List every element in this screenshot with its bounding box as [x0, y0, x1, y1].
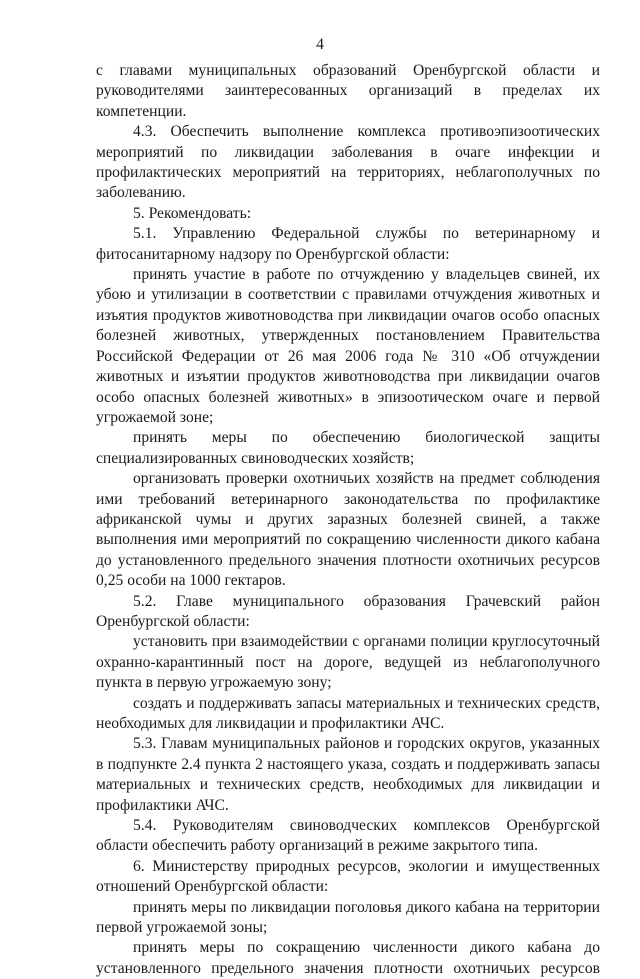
- paragraph: принять меры по сокращению численности дикого кабана до установленного предельного значения плотности охотничьих ресурсов: [96, 939, 600, 977]
- paragraph: установить при взаимодействии с органами полиции круглосуточный охранно-карантинный пост на дороге, ведущей из неблагополучного пункта в первую угрожаемую зону;: [96, 633, 600, 692]
- paragraph: организовать проверки охотничьих хозяйств на предмет соблюдения ими требований ветеринарного законодательства по профилактике африканской чумы и других заразных болезней свиней, а также выполнения ими мероприятий по сокращению численности дикого кабана до установленного предельного значения плотности охотничьих ресурсов 0,25 особи на 1000 гектаров.: [96, 470, 600, 590]
- page-number: 4: [316, 36, 324, 53]
- paragraph: принять участие в работе по отчуждению у владельцев свиней, их убою и утилизации в соответствии с правилами отчуждения животных и изъятия продуктов животноводства при ликвидации очагов особо опасных болезней животных, утвержденных постановлением Правительства Российской Федерации от 26 мая 2006 года № 310 «Об отчуждении животных и изъятии продуктов животноводства при ликвидации очагов особо опасных болезней животных» в эпизоотическом очаге и первой угрожаемой зоне;: [96, 266, 600, 426]
- paragraph: 5.1. Управлению Федеральной службы по ветеринарному и фитосанитарному надзору по Оренбургской области:: [96, 225, 600, 263]
- document-body: [96, 61, 600, 979]
- paragraph: 4.3. Обеспечить выполнение комплекса противоэпизоотических мероприятий по ликвидации заболевания в очаге инфекции и профилактических мероприятий на территориях, неблагополучных по заболеванию.: [96, 123, 600, 202]
- paragraph: 6. Министерству природных ресурсов, экологии и имущественных отношений Оренбургской области:: [96, 857, 600, 896]
- paragraph: 5.2. Главе муниципального образования Грачевский район Оренбургской области:: [96, 592, 600, 630]
- paragraph: 5. Рекомендовать:: [133, 204, 252, 222]
- paragraph: создать и поддерживать запасы материальных и технических средств, необходимых для ликвидации и профилактики АЧС.: [96, 694, 600, 732]
- paragraph: с главами муниципальных образований Оренбургской области и руководителями заинтересованных организаций в пределах их компетенции.: [96, 62, 600, 120]
- paragraph: принять меры по обеспечению биологической защиты специализированных свиноводческих хозяйств;: [96, 429, 600, 467]
- paragraph: 5.4. Руководителям свиноводческих комплексов Оренбургской области обеспечить работу организаций в режиме закрытого типа.: [96, 817, 600, 855]
- paragraph: 5.3. Главам муниципальных районов и городских округов, указанных в подпункте 2.4 пункта 2 настоящего указа, создать и поддерживать запасы материальных и технических средств, необходимых для ликвидации и профилактики АЧС.: [96, 735, 600, 814]
- paragraph: принять меры по ликвидации поголовья дикого кабана на территории первой угрожаемой зоны;: [96, 898, 600, 937]
